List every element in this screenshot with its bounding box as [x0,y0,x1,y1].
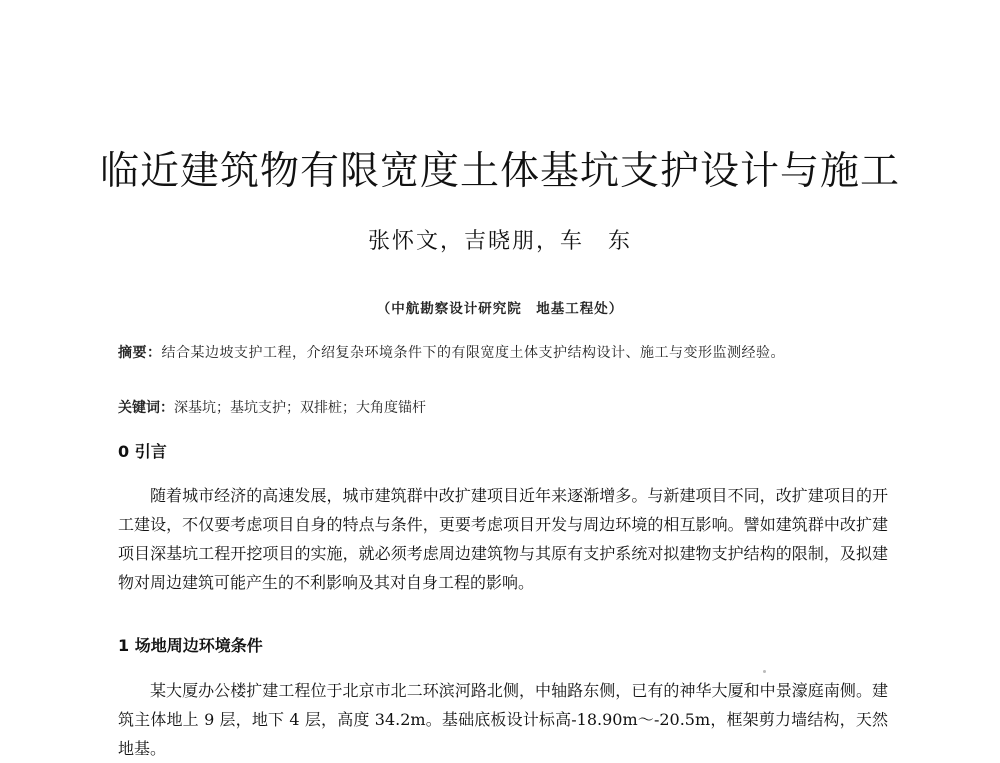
abstract [118,339,888,367]
keywords-text: 深基坑；基坑支护；双排桩；大角度锚杆 [174,400,426,416]
paper-affiliation: （中航勘察设计研究院 地基工程处） [376,301,624,317]
section-heading-site-conditions: 1 场地周边环境条件 [118,636,263,655]
abstract-label: 摘要： [118,345,162,361]
section-paragraph-introduction: 随着城市经济的高速发展，城市建筑群中改扩建项目近年来逐渐增多。与新建项目不同，改扩建项目的开工建设，不仅要考虑项目自身的特点与条件，更要考虑项目开发与周边环境的相互影响。譬如建筑群中改扩建项目深基坑工程开挖项目的实施，就必须考虑周边建筑物与其原有支护系统对拟建物支护结构的限制，及拟建物对周边建筑可能产生的不利影响及其对自身工程的影响。 [118,486,888,592]
scan-speck [763,670,766,673]
abstract-text: 结合某边坡支护工程，介绍复杂环境条件下的有限宽度土体支护结构设计、施工与变形监测经验。 [161,345,785,361]
section-heading-introduction: 0 引言 [118,442,167,461]
paper-authors: 张怀文，吉晓朋，车 东 [367,229,632,254]
paper-title: 临近建筑物有限宽度土体基坑支护设计与施工 [99,149,900,194]
section-paragraph-site-conditions: 某大厦办公楼扩建工程位于北京市北二环滨河路北侧，中轴路东侧，已有的神华大厦和中景濠庭南侧。建筑主体地上 9 层，地下 4 层，高度 34.2m。基础底板设计标高-18.90m～-20.5m，框架剪力墙结构，天然地基。 [118,681,888,758]
keywords [118,394,888,422]
keywords-label: 关键词： [118,400,174,416]
